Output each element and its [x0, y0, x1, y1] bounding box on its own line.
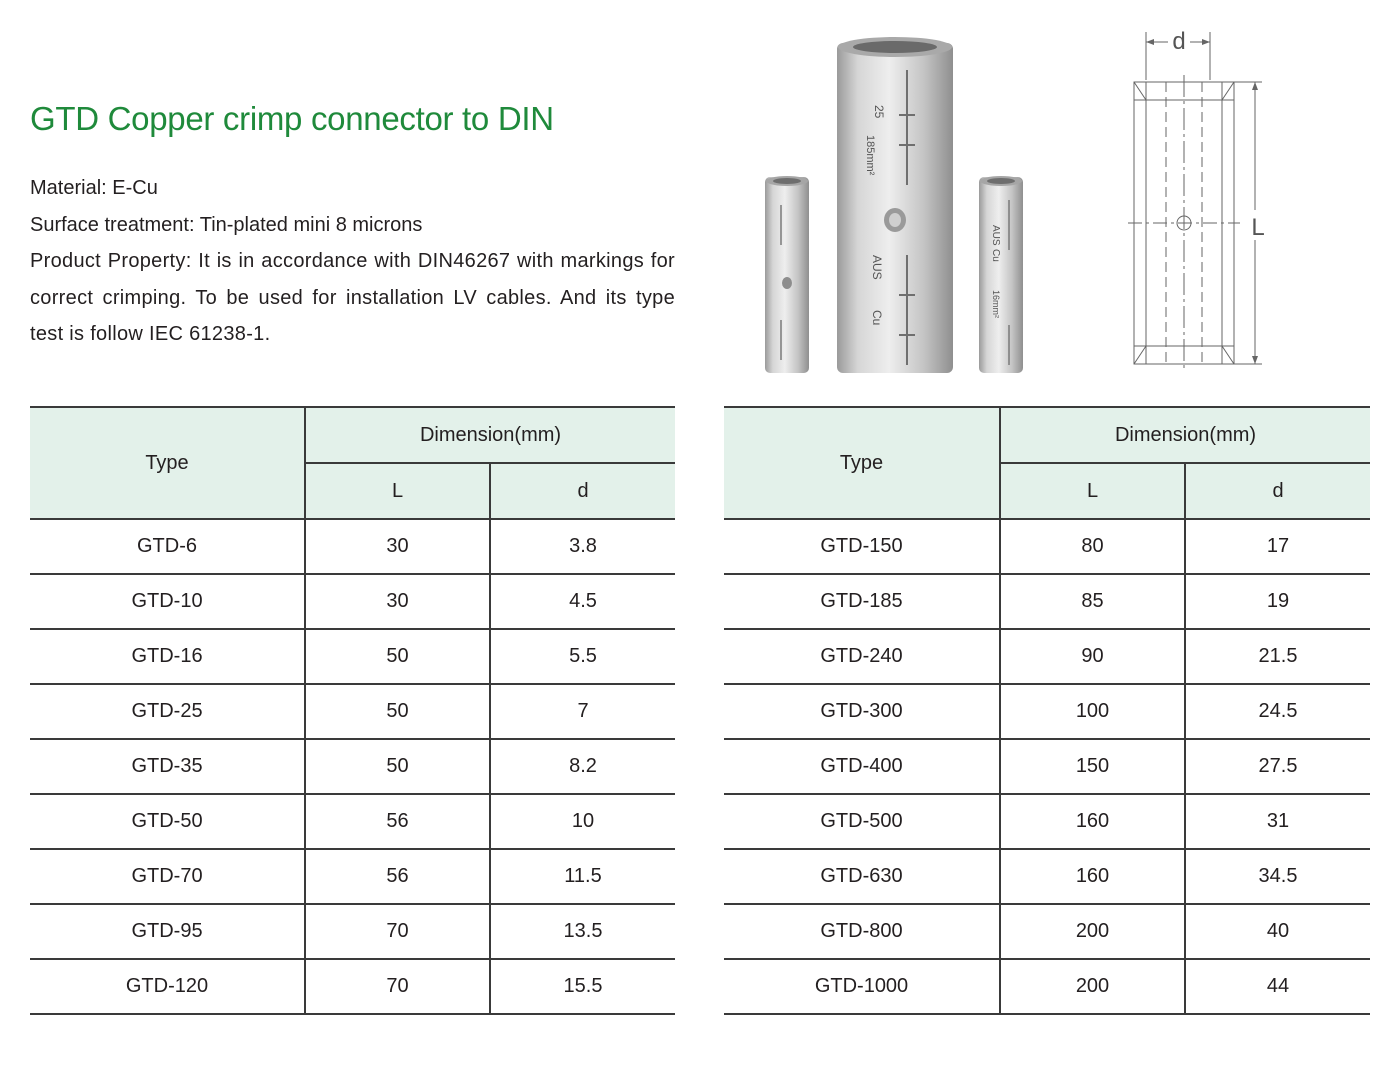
- cell-l: 85: [1000, 574, 1185, 629]
- spec-text: [30, 170, 675, 353]
- cell-type: GTD-16: [30, 629, 305, 684]
- cell-d: 4.5: [490, 574, 675, 629]
- table-row: [30, 684, 675, 739]
- cell-l: 160: [1000, 794, 1185, 849]
- cell-l: 50: [305, 684, 490, 739]
- cell-d: 3.8: [490, 519, 675, 574]
- cell-l: 150: [1000, 739, 1185, 794]
- small-marking-material: Cu: [990, 249, 1001, 262]
- cell-type: GTD-800: [724, 904, 1000, 959]
- table-row: [724, 904, 1370, 959]
- table-row: [724, 794, 1370, 849]
- header-type: Type: [30, 407, 305, 519]
- table-row: [30, 629, 675, 684]
- cell-type: GTD-1000: [724, 959, 1000, 1014]
- cell-type: GTD-185: [724, 574, 1000, 629]
- small-connector-left: [765, 176, 809, 373]
- cell-d: 44: [1185, 959, 1370, 1014]
- cell-l: 70: [305, 959, 490, 1014]
- table-row: [724, 959, 1370, 1014]
- cell-d: 31: [1185, 794, 1370, 849]
- cell-d: 24.5: [1185, 684, 1370, 739]
- technical-drawing: [1110, 20, 1280, 380]
- drawing-label-l: L: [1251, 214, 1265, 241]
- table-row: [30, 739, 675, 794]
- header-d: d: [490, 463, 675, 519]
- cell-type: GTD-10: [30, 574, 305, 629]
- header-l: L: [1000, 463, 1185, 519]
- cell-type: GTD-50: [30, 794, 305, 849]
- cell-d: 13.5: [490, 904, 675, 959]
- table-row: [724, 684, 1370, 739]
- cell-type: GTD-120: [30, 959, 305, 1014]
- small-marking-brand: AUS: [990, 225, 1001, 246]
- table-row: [30, 959, 675, 1014]
- cell-type: GTD-70: [30, 849, 305, 904]
- large-marking-size: 25: [872, 105, 886, 119]
- small-marking-area: 16mm²: [991, 290, 1001, 319]
- cell-type: GTD-300: [724, 684, 1000, 739]
- product-photo: [755, 35, 1055, 380]
- left-table-body: [30, 519, 675, 1014]
- right-dimension-table: [724, 406, 1370, 1015]
- cell-type: GTD-630: [724, 849, 1000, 904]
- table-row: [30, 794, 675, 849]
- left-dimension-table: [30, 406, 675, 1015]
- cell-type: GTD-400: [724, 739, 1000, 794]
- table-row: [724, 849, 1370, 904]
- cell-l: 100: [1000, 684, 1185, 739]
- cell-type: GTD-25: [30, 684, 305, 739]
- table-row: [30, 574, 675, 629]
- cell-type: GTD-35: [30, 739, 305, 794]
- header-dimension: Dimension(mm): [305, 407, 675, 463]
- cell-type: GTD-500: [724, 794, 1000, 849]
- right-table-body: [724, 519, 1370, 1014]
- large-marking-area: 185mm²: [864, 135, 876, 176]
- cell-d: 5.5: [490, 629, 675, 684]
- cell-d: 15.5: [490, 959, 675, 1014]
- cell-d: 8.2: [490, 739, 675, 794]
- table-row: [724, 519, 1370, 574]
- header-dimension: Dimension(mm): [1000, 407, 1370, 463]
- table-row: [724, 629, 1370, 684]
- table-row: [724, 574, 1370, 629]
- cell-l: 80: [1000, 519, 1185, 574]
- cell-l: 200: [1000, 904, 1185, 959]
- cell-l: 50: [305, 629, 490, 684]
- cell-l: 90: [1000, 629, 1185, 684]
- cell-l: 30: [305, 519, 490, 574]
- cell-l: 50: [305, 739, 490, 794]
- cell-type: GTD-95: [30, 904, 305, 959]
- cell-d: 17: [1185, 519, 1370, 574]
- material-line: Material: E-Cu: [30, 177, 158, 199]
- header-l: L: [305, 463, 490, 519]
- cell-d: 19: [1185, 574, 1370, 629]
- page-title: GTD Copper crimp connector to DIN: [30, 100, 554, 137]
- large-marking-brand: AUS: [870, 255, 884, 280]
- cell-l: 56: [305, 794, 490, 849]
- cell-l: 160: [1000, 849, 1185, 904]
- cell-d: 34.5: [1185, 849, 1370, 904]
- cell-l: 70: [305, 904, 490, 959]
- large-connector-center: [837, 37, 953, 373]
- table-row: [30, 519, 675, 574]
- cell-d: 7: [490, 684, 675, 739]
- header-d: d: [1185, 463, 1370, 519]
- cell-d: 40: [1185, 904, 1370, 959]
- cell-d: 27.5: [1185, 739, 1370, 794]
- table-row: [724, 739, 1370, 794]
- cell-l: 56: [305, 849, 490, 904]
- cell-type: GTD-150: [724, 519, 1000, 574]
- cell-d: 11.5: [490, 849, 675, 904]
- cell-type: GTD-240: [724, 629, 1000, 684]
- cell-d: 21.5: [1185, 629, 1370, 684]
- cell-d: 10: [490, 794, 675, 849]
- cell-l: 30: [305, 574, 490, 629]
- surface-line: Surface treatment: Tin-plated mini 8 microns: [30, 213, 423, 236]
- cell-type: GTD-6: [30, 519, 305, 574]
- large-marking-material: Cu: [870, 310, 884, 326]
- table-row: [30, 904, 675, 959]
- table-row: [30, 849, 675, 904]
- property-line: Product Property: It is in accordance with DIN46267 with markings for correct crimping. To be used for installation LV cables. And its type test is follow IEC 61238-1.: [30, 250, 675, 345]
- header-type: Type: [724, 407, 1000, 519]
- small-connector-right: [979, 176, 1023, 373]
- cell-l: 200: [1000, 959, 1185, 1014]
- drawing-label-d: d: [1172, 28, 1186, 55]
